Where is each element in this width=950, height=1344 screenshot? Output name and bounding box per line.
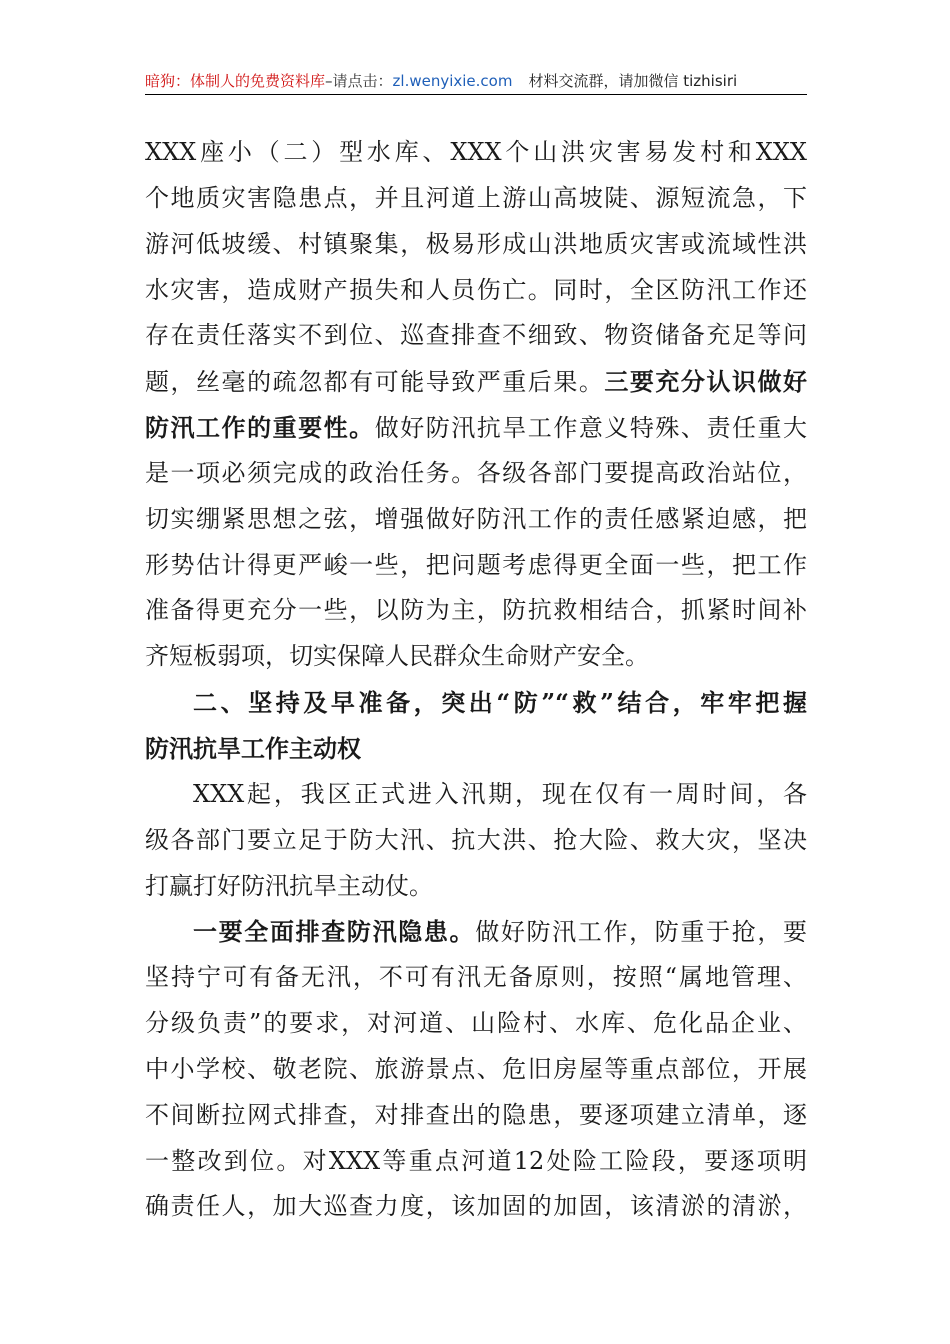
text-line: 不间断拉网式排查，对排查出的隐患，要逐项建立清单，逐: [145, 1100, 807, 1129]
text-line: 个地质灾害隐患点，并且河道上游山高坡陡、源短流急，下: [145, 183, 807, 212]
text-line: XXX起，我区正式进入汛期，现在仅有一周时间，各: [193, 779, 807, 808]
text-line: 一整改到位。对XXX等重点河道12处险工险段，要逐项明: [145, 1146, 807, 1175]
text-line: 题，丝毫的疏忽都有可能导致严重后果。三要充分认识做好: [145, 367, 807, 397]
text-line: 一要全面排查防汛隐患。做好防汛工作，防重于抢，要: [193, 917, 807, 947]
text-line: 是一项必须完成的政治任务。各级各部门要提高政治站位，: [145, 458, 807, 487]
bold-heading-three: 三要充分认识做好: [604, 367, 807, 397]
bold-heading-three-cont: 防汛工作的重要性。: [145, 413, 375, 443]
bold-heading-one: 一要全面排查防汛隐患。: [193, 917, 476, 947]
text-line: 切实绷紧思想之弦，增强做好防汛工作的责任感紧迫感，把: [145, 504, 807, 533]
document-body: [145, 130, 807, 1230]
page-header: [145, 68, 807, 95]
text-line: 齐短板弱项，切实保障人民群众生命财产安全。: [145, 642, 649, 671]
section-heading-cont: 防汛抗旱工作主动权: [145, 733, 361, 763]
header-site-name: 暗狗：体制人的免费资料库: [145, 72, 326, 90]
header-click-prompt: –请点击：: [325, 72, 393, 90]
text-line: 准备得更充分一些，以防为主，防抗救相结合，抓紧时间补: [145, 596, 807, 625]
section-heading: 二、坚持及早准备，突出“防”“救”结合，牢牢把握: [193, 688, 807, 718]
text-line: 存在责任落实不到位、巡查排查不细致、物资储备充足等问: [145, 321, 807, 350]
header-url-link[interactable]: zl.wenyixie.com: [392, 72, 513, 90]
text-line: 确责任人，加大巡查力度，该加固的加固，该清淤的清淤，: [145, 1192, 807, 1221]
text-line: 中小学校、敬老院、旅游景点、危旧房屋等重点部位，开展: [145, 1054, 807, 1083]
text-line: 分级负责”的要求，对河道、山险村、水库、危化品企业、: [145, 1009, 807, 1038]
text-line: XXX座小（二）型水库、XXX个山洪灾害易发村和XXX: [145, 138, 807, 166]
text-line: 形势估计得更严峻一些，把问题考虑得更全面一些，把工作: [145, 550, 807, 579]
text-line: 级各部门要立足于防大汛、抗大洪、抢大险、救大灾，坚决: [145, 825, 807, 854]
text-line: 游河低坡缓、村镇聚集，极易形成山洪地质灾害或流域性洪: [145, 229, 807, 258]
header-group-notice: 材料交流群，请加微信 tizhisiri: [528, 72, 738, 90]
text-line: 坚持宁可有备无汛，不可有汛无备原则，按照“属地管理、: [145, 963, 807, 992]
text-line: 打赢打好防汛抗旱主动仗。: [145, 871, 433, 900]
text-line: 防汛工作的重要性。做好防汛抗旱工作意义特殊、责任重大: [145, 413, 807, 443]
text-line: 水灾害，造成财产损失和人员伤亡。同时，全区防汛工作还: [145, 275, 807, 304]
